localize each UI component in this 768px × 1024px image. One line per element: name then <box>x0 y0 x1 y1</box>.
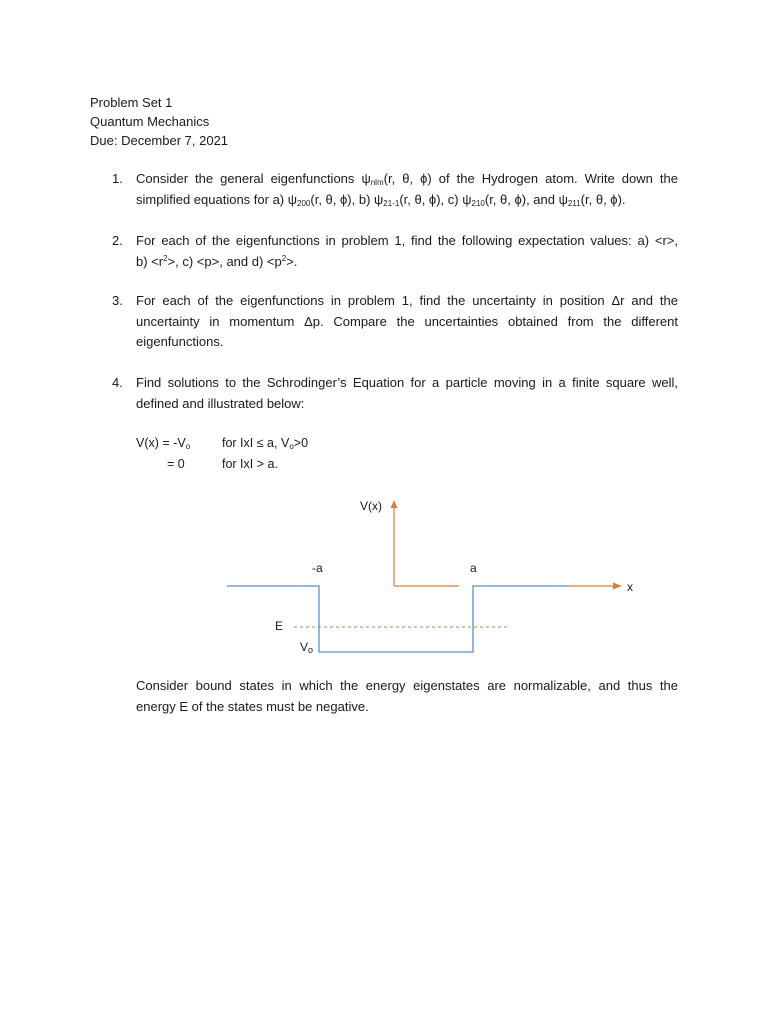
potential-rhs-2: = 0 <box>167 457 185 471</box>
problem-set-title: Problem Set 1 <box>90 95 173 110</box>
v-axis-label: V(x) <box>360 499 382 513</box>
problem-number: 3. <box>112 293 123 308</box>
neg-a-label: -a <box>312 561 323 575</box>
problem-number: 2. <box>112 233 123 248</box>
potential-lhs: $V(x) = -V_o$ <box>136 436 191 451</box>
problem-number: 4. <box>112 375 123 390</box>
problem-2-line-1: For each of the eigenfunctions in problem 1, find the following expectation values: a) <r>, <box>136 233 678 248</box>
problem-4-text: Find solutions to the Schrodinger’s Equation for a particle moving in a finite square well, defined and illustrated below: <box>136 375 678 411</box>
problem-1-line-2: simplified equations for a) $\psi_{200}(r$, θ, ϕ), b) $\psi_{21-1}(r$, θ, ϕ), c) $\psi_{210}(r$, θ, ϕ), and $\psi_{211}(r$, θ, ϕ). <box>136 191 626 208</box>
closing-line-2: energy E of the states must be negative. <box>136 698 369 714</box>
x-axis-label: x <box>627 580 633 594</box>
due-date: Due: December 7, 2021 <box>90 133 229 148</box>
x-axis-arrowhead <box>613 583 622 590</box>
closing-paragraph <box>136 676 678 717</box>
course-name: Quantum Mechanics <box>90 114 210 129</box>
problem-3-text: For each of the eigenfunctions in problem 1, find the uncertainty in position Δr and the uncertainty in momentum Δp. Compare the uncertainties obtained from the different eigenfunctions. <box>136 293 678 349</box>
closing-line-1: Consider bound states in which the energy eigenstates are normalizable, and thus the <box>136 678 678 693</box>
problem-2-line-2: $b) <r^2>$, c) <p>, and $d) <p^2>$. <box>136 253 298 269</box>
v-axis-arrowhead <box>391 500 398 508</box>
energy-label: E <box>275 619 284 633</box>
problem-number: 1. <box>112 171 123 186</box>
problem-1-line-1: Consider the general eigenfunctions $\psi_{nlm}(r$, θ, ϕ) of the Hydrogen atom. Write down the <box>136 171 678 187</box>
potential-condition-1: for IxI ≤ a, $V_o>0$ <box>222 436 309 451</box>
potential-condition-2: for IxI > a. <box>222 457 278 471</box>
v0-label: Vo <box>300 640 314 655</box>
pos-a-label: a <box>470 561 477 575</box>
